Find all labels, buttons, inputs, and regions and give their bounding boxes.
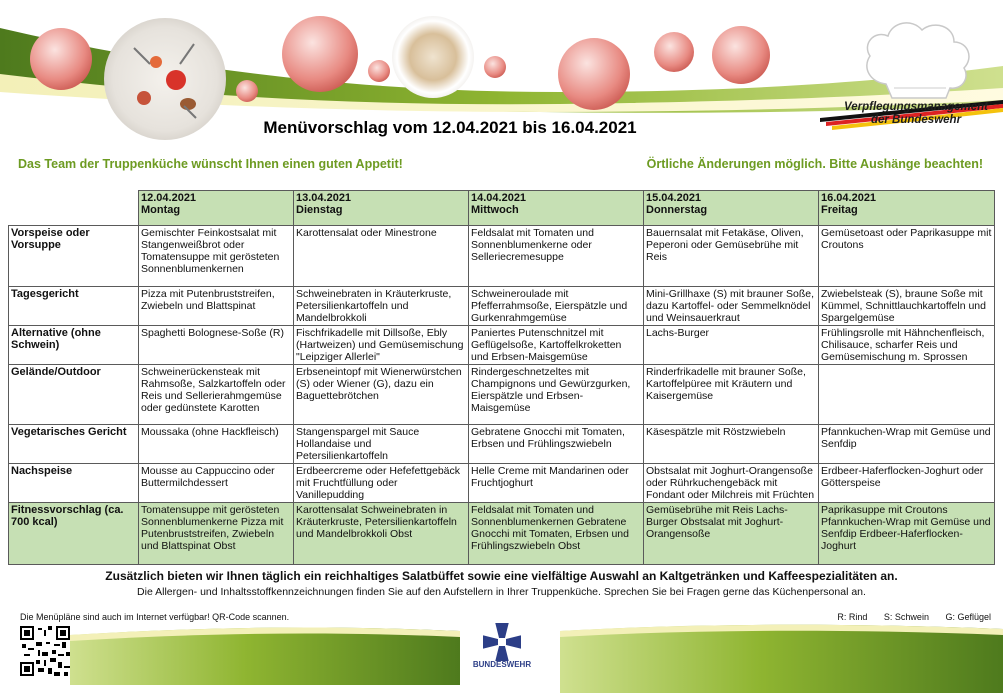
menu-cell: Frühlingsrolle mit Hähnchenfleisch, Chilisauce, scharfer Reis und Gemüsemischung m. Sprossen <box>819 326 995 365</box>
table-row <box>9 287 995 326</box>
table-header-row <box>9 191 995 226</box>
menu-cell: Moussaka (ohne Hackfleisch) <box>139 425 294 464</box>
menu-cell: Bauernsalat mit Fetakäse, Oliven, Peperoni oder Gemüsebrühe mit Reis <box>644 226 819 287</box>
menu-cell: Gemüsebrühe mit Reis Lachs-Burger Obstsalat mit Joghurt-Orangensoße <box>644 503 819 565</box>
decorative-circle <box>368 60 390 82</box>
row-label: Fitnessvorschlag (ca. 700 kcal) <box>9 503 139 565</box>
day-date: 16.04.2021 <box>821 192 877 204</box>
menu-table <box>8 190 995 565</box>
menu-cell: Gemischter Feinkostsalat mit Stangenweißbrot oder Tomatensuppe mit gerösteten Sonnenblumenkernen <box>139 226 294 287</box>
decorative-circle <box>558 38 630 110</box>
menu-cell: Erbseneintopf mit Wienerwürstchen (S) oder Wiener (G), dazu ein Baguettebrötchen <box>294 365 469 425</box>
menu-cell: Spaghetti Bolognese-Soße (R) <box>139 326 294 365</box>
day-date: 13.04.2021 <box>296 192 352 204</box>
menu-cell: Fischfrikadelle mit Dillsoße, Ebly (Hartweizen) und Gemüsemischung "Leipziger Allerlei" <box>294 326 469 365</box>
menu-cell: Karottensalat Schweinebraten in Kräuterkruste, Petersilienkartoffeln und Mandelbrokkoli Obst <box>294 503 469 565</box>
day-date: 12.04.2021 <box>141 192 197 204</box>
row-label: Gelände/Outdoor <box>9 365 139 425</box>
page-title: Menüvorschlag vom 12.04.2021 bis 16.04.2021 <box>263 118 637 137</box>
menu-cell: Mini-Grillhaxe (S) mit brauner Soße, dazu Kartoffel- oder Semmelknödel und Weinsauerkraut <box>644 287 819 326</box>
menu-cell: Rinderfrikadelle mit brauner Soße, Kartoffelpüree mit Kräutern und Kaisergemüse <box>644 365 819 425</box>
menu-cell: Erdbeer-Haferflocken-Joghurt oder Götterspeise <box>819 464 995 503</box>
decorative-circle <box>654 32 694 72</box>
day-name: Montag <box>141 204 181 216</box>
organization-name-line2: der Bundeswehr <box>870 114 962 126</box>
menu-cell: Stangenspargel mit Sauce Hollandaise und Petersilienkartoffeln <box>294 425 469 464</box>
table-row <box>9 326 995 365</box>
row-label: Nachspeise <box>9 464 139 503</box>
day-name: Donnerstag <box>646 204 708 216</box>
menu-cell: Gemüsetoast oder Paprikasuppe mit Croutons <box>819 226 995 287</box>
allergen-note: Die Allergen- und Inhaltsstoffkennzeichnungen finden Sie auf den Aufstellern in Ihrer Truppenküche. Sprechen Sie bei Fragen gerne das Küchenpersonal an. <box>137 586 866 598</box>
meat-legend <box>823 612 991 622</box>
menu-cell: Helle Creme mit Mandarinen oder Fruchtjoghurt <box>469 464 644 503</box>
organization-name-line1: Verpflegungsmanagement <box>844 101 988 113</box>
legend-item: R: Rind <box>837 612 868 622</box>
decorative-circle <box>30 28 92 90</box>
food-photo-cappuccino <box>392 16 474 98</box>
bundeswehr-logo-text: BUNDESWEHR <box>472 660 532 669</box>
menu-cell: Erdbeercreme oder Hefefettgebäck mit Fruchtfüllung oder Vanillepudding <box>294 464 469 503</box>
menu-cell: Schweineroulade mit Pfefferrahmsoße, Eierspätzle und Gurkenrahmgemüse <box>469 287 644 326</box>
decorative-circle <box>282 16 358 92</box>
change-notice: Örtliche Änderungen möglich. Bitte Aushänge beachten! <box>646 157 983 171</box>
menu-cell: Zwiebelsteak (S), braune Soße mit Kümmel, Schnittlauchkartoffeln und Spargelgemüse <box>819 287 995 326</box>
row-label: Tagesgericht <box>9 287 139 326</box>
table-row <box>9 226 995 287</box>
salad-buffet-note: Zusätzlich bieten wir Ihnen täglich ein reichhaltiges Salatbüffet sowie eine vielfältige Auswahl an Kaltgetränken und Kaffeespezialitäten an. <box>105 569 898 583</box>
row-label: Alternative (ohne Schwein) <box>9 326 139 365</box>
decorative-circle <box>712 26 770 84</box>
day-date: 15.04.2021 <box>646 192 702 204</box>
row-label: Vegetarisches Gericht <box>9 425 139 464</box>
menu-cell: Feldsalat mit Tomaten und Sonnenblumenkerne oder Selleriecremesuppe <box>469 226 644 287</box>
day-name: Freitag <box>821 204 858 216</box>
day-header <box>469 191 644 226</box>
menu-cell: Käsespätzle mit Röstzwiebeln <box>644 425 819 464</box>
menu-cell: Paprikasuppe mit Croutons Pfannkuchen-Wrap mit Gemüse und Senfdip Erdbeer-Haferflocken-Joghurt <box>819 503 995 565</box>
menu-cell: Karottensalat oder Minestrone <box>294 226 469 287</box>
table-row <box>9 464 995 503</box>
table-row-fitness <box>9 503 995 565</box>
decorative-circle <box>484 56 506 78</box>
menu-cell: Schweinebraten in Kräuterkruste, Petersilienkartoffeln und Mandelbrokkoli <box>294 287 469 326</box>
internet-note: Die Menüpläne sind auch im Internet verfügbar! QR-Code scannen. <box>20 612 290 622</box>
decorative-circle <box>236 80 258 102</box>
greeting-text: Das Team der Truppenküche wünscht Ihnen einen guten Appetit! <box>18 157 403 171</box>
menu-cell: Schweinerückensteak mit Rahmsoße, Salzkartoffeln oder Reis und Sellerierahmgemüse oder gedünstete Karotten <box>139 365 294 425</box>
legend-item: G: Geflügel <box>945 612 991 622</box>
day-header <box>819 191 995 226</box>
menu-cell: Gebratene Gnocchi mit Tomaten, Erbsen und Frühlingszwiebeln <box>469 425 644 464</box>
table-row <box>9 365 995 425</box>
menu-cell: Rindergeschnetzeltes mit Champignons und Gewürzgurken, Eierspätzle und Erbsen-Maisgemüse <box>469 365 644 425</box>
menu-cell: Mousse au Cappuccino oder Buttermilchdessert <box>139 464 294 503</box>
menu-cell: Tomatensuppe mit gerösteten Sonnenblumenkerne Pizza mit Putenbruststreifen, Zwiebeln und Blattspinat Obst <box>139 503 294 565</box>
menu-cell: Pfannkuchen-Wrap mit Gemüse und Senfdip <box>819 425 995 464</box>
menu-cell: Pizza mit Putenbruststreifen, Zwiebeln und Blattspinat <box>139 287 294 326</box>
day-header <box>644 191 819 226</box>
qr-code[interactable] <box>20 626 70 676</box>
menu-cell <box>819 365 995 425</box>
day-header <box>294 191 469 226</box>
menu-cell: Feldsalat mit Tomaten und Sonnenblumenkernen Gebratene Gnocchi mit Tomaten, Erbsen und Frühlingszwiebeln Obst <box>469 503 644 565</box>
day-date: 14.04.2021 <box>471 192 527 204</box>
legend-item: S: Schwein <box>883 612 929 622</box>
table-corner <box>9 191 139 226</box>
day-name: Dienstag <box>296 204 343 216</box>
row-label: Vorspeise oder Vorsuppe <box>9 226 139 287</box>
day-header <box>139 191 294 226</box>
day-name: Mittwoch <box>471 204 519 216</box>
menu-cell: Obstsalat mit Joghurt-Orangensoße oder Rührkuchengebäck mit Fondant oder Milchreis mit Früchten <box>644 464 819 503</box>
table-row <box>9 425 995 464</box>
menu-cell: Lachs-Burger <box>644 326 819 365</box>
menu-cell: Paniertes Putenschnitzel mit Geflügelsoße, Kartoffelkroketten und Erbsen-Maisgemüse <box>469 326 644 365</box>
